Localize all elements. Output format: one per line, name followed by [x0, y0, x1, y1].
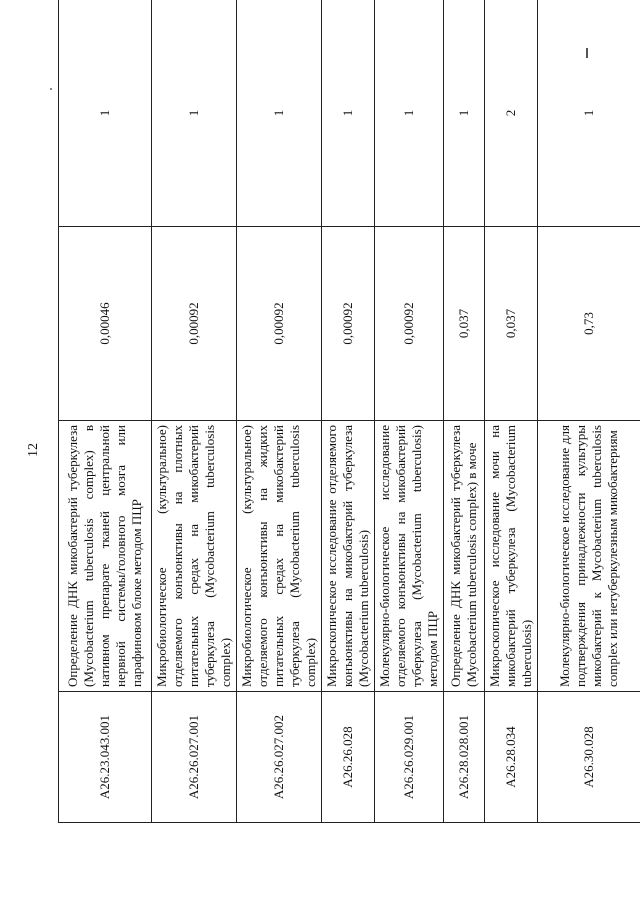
multiplicity-cell: 2 [485, 0, 538, 227]
service-code-cell: A26.26.027.002 [237, 692, 322, 823]
frequency-cell: 0,00092 [322, 227, 375, 421]
service-name-cell: Микробиологическое (культуральное) отделяемого конъюнктивы на жидких питательных средах на микобактерий туберкулеза (Mycobacterium tuberculosis complex) [237, 421, 322, 692]
service-code-cell: A26.30.028 [538, 692, 640, 823]
frequency-cell: 0,73 [538, 227, 640, 421]
service-name-cell: Молекулярно-биологическое исследование отделяемого конъюнктивы на микобактерий туберкулеза (Mycobacterium tuberculosis) методом ПЦР [375, 421, 444, 692]
rotated-table-container [58, 36, 620, 823]
frequency-cell: 0,00092 [375, 227, 444, 421]
multiplicity-cell: 1 [59, 0, 152, 227]
table-row [444, 0, 485, 823]
service-name-cell: Молекулярно-биологическое исследование для подтверждения принадлежности культуры микобактерий к Mycobacterium tuberculosis complex или нетуберкулезным микобактериям [538, 421, 640, 692]
table-row [237, 0, 322, 823]
table-row [538, 0, 640, 823]
service-name-cell: Определение ДНК микобактерий туберкулеза (Mycobacterium tuberculosis complex) в моче [444, 421, 485, 692]
multiplicity-cell: 1 [152, 0, 237, 227]
service-name-cell: Микроскопическое исследование мочи на микобактерий туберкулеза (Mycobacterium tuberculosis) [485, 421, 538, 692]
frequency-cell: 0,037 [485, 227, 538, 421]
multiplicity-cell: 1 [322, 0, 375, 227]
services-table-wrapper [58, 36, 620, 823]
table-row [485, 0, 538, 823]
service-code-cell: A26.28.028.001 [444, 692, 485, 823]
multiplicity-cell: 1 [237, 0, 322, 227]
service-code-cell: A26.26.027.001 [152, 692, 237, 823]
service-name-cell: Определение ДНК микобактерий туберкулеза (Mycobacterium tuberculosis complex) в нативном препарате тканей центральной нервной системы/головного мозга или парафиновом блоке методом ПЦР [59, 421, 152, 692]
service-code-cell: A26.23.043.001 [59, 692, 152, 823]
multiplicity-cell: 1 [538, 0, 640, 227]
service-name-cell: Микробиологическое (культуральное) отделяемого конъюнктивы на плотных питательных средах на микобактерий туберкулеза (Mycobacterium tuberculosis complex) [152, 421, 237, 692]
services-table [58, 0, 640, 823]
service-code-cell: A26.26.029.001 [375, 692, 444, 823]
table-row [152, 0, 237, 823]
frequency-cell: 0,00092 [237, 227, 322, 421]
table-row [59, 0, 152, 823]
service-code-cell: A26.26.028 [322, 692, 375, 823]
multiplicity-cell: 1 [444, 0, 485, 227]
page-number: 12 [26, 443, 41, 457]
frequency-cell: 0,00046 [59, 227, 152, 421]
multiplicity-cell: 1 [375, 0, 444, 227]
scan-dot [50, 88, 52, 90]
service-code-cell: A26.28.034 [485, 692, 538, 823]
frequency-cell: 0,00092 [152, 227, 237, 421]
table-row [375, 0, 444, 823]
frequency-cell: 0,037 [444, 227, 485, 421]
table-row [322, 0, 375, 823]
service-name-cell: Микроскопическое исследование отделяемого конъюнктивы на микобактерий туберкулеза (Mycobacterium tuberculosis) [322, 421, 375, 692]
